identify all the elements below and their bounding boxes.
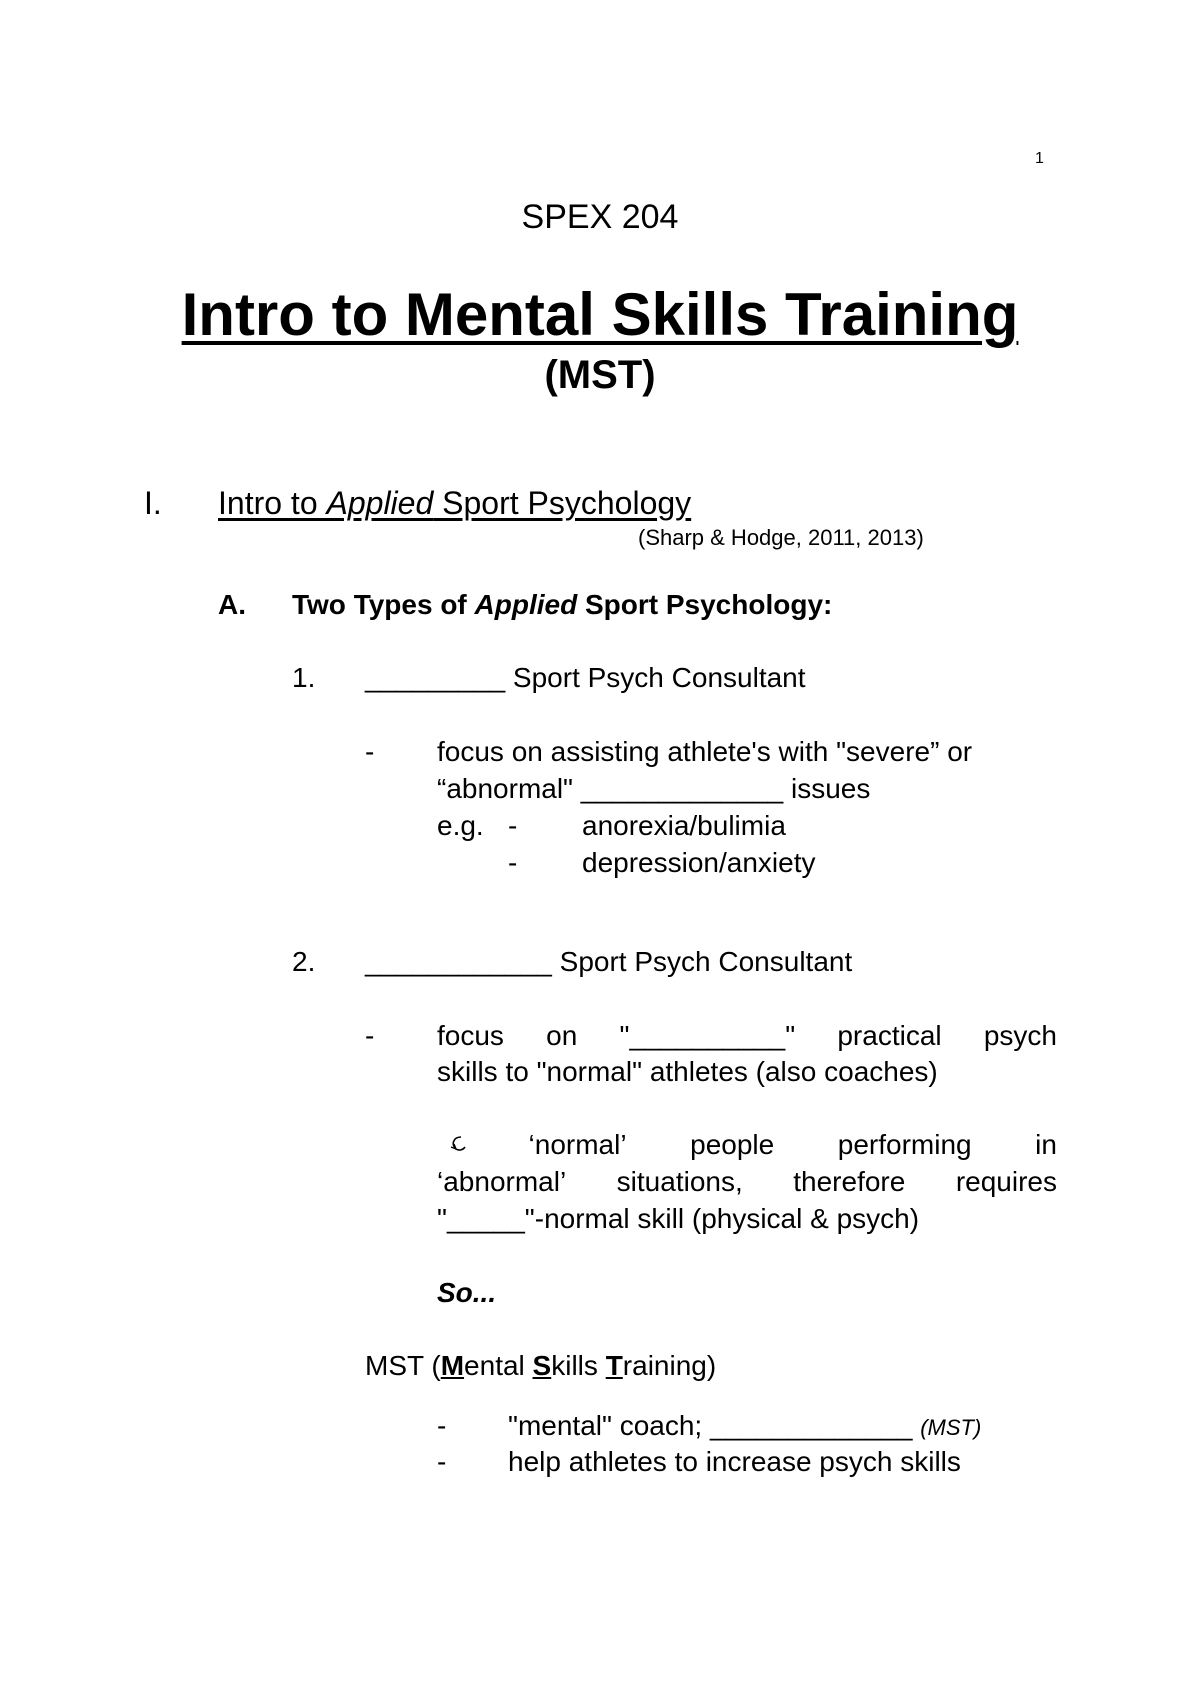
item2-dash: - xyxy=(365,1020,375,1051)
mst-bullet1 xyxy=(508,1410,981,1442)
section-heading-after: Sport Psychology xyxy=(433,485,692,521)
mst-bullet2-dash: - xyxy=(437,1446,447,1477)
item2-note-line3: "_____"-normal skill (physical & psych) xyxy=(437,1203,920,1234)
item1-dash: - xyxy=(365,736,375,767)
item2-line1-word: practical xyxy=(837,1020,942,1051)
mst-line xyxy=(365,1350,716,1382)
section-numeral: I. xyxy=(144,485,162,521)
note-word: requires xyxy=(955,1166,1057,1197)
mst-bullet1-dash: - xyxy=(437,1410,447,1441)
mst-s-letter: S xyxy=(532,1350,552,1381)
mst-bullet1-text: "mental" coach; _____________ xyxy=(508,1410,913,1441)
item2-line1 xyxy=(437,1020,1057,1052)
mst-m-rest: ental xyxy=(464,1350,533,1381)
subsection-heading-before: Two Types of xyxy=(292,589,475,620)
note-word: ‘normal’ xyxy=(528,1129,627,1160)
subsection-heading-after: Sport Psychology: xyxy=(577,589,833,620)
item2-number: 2. xyxy=(292,946,316,977)
note-word: in xyxy=(1035,1129,1057,1160)
mst-bullet1-note: (MST) xyxy=(920,1415,982,1440)
course-code: SPEX 204 xyxy=(521,198,679,236)
item1-example2: depression/anxiety xyxy=(582,847,816,878)
so-text: So... xyxy=(437,1277,497,1308)
mst-t-letter: T xyxy=(605,1350,623,1381)
item2-text: ____________ Sport Psych Consultant xyxy=(365,946,853,977)
page-subtitle: (MST) xyxy=(544,353,656,397)
mst-s-rest: kills xyxy=(551,1350,606,1381)
item1-line2: “abnormal" _____________ issues xyxy=(437,773,871,804)
note-word: people xyxy=(690,1129,775,1160)
item2-line1-word: "__________" xyxy=(619,1020,796,1051)
section-heading xyxy=(218,485,691,522)
mst-bullet2-text: help athletes to increase psych skills xyxy=(508,1446,961,1477)
citation: (Sharp & Hodge, 2011, 2013) xyxy=(638,525,924,550)
item2-line2: skills to "normal" athletes (also coaches) xyxy=(437,1056,938,1087)
item2-note-line2 xyxy=(437,1166,1057,1198)
mst-label: MST xyxy=(365,1350,424,1381)
note-word: situations, xyxy=(616,1166,743,1197)
mst-open: ( xyxy=(431,1350,441,1381)
mst-t-rest: raining) xyxy=(622,1350,717,1381)
section-heading-italic: Applied xyxy=(326,485,434,521)
item1-line1: focus on assisting athlete's with "severe” or xyxy=(437,736,973,767)
subsection-heading xyxy=(292,589,832,621)
item1-number: 1. xyxy=(292,662,316,693)
item1-eg-label: e.g. xyxy=(437,810,484,841)
note-word: performing xyxy=(837,1129,972,1160)
mst-m-letter: M xyxy=(440,1350,465,1381)
page-number: 1 xyxy=(1035,150,1044,167)
subsection-letter: A. xyxy=(218,589,246,620)
page-title: Intro to Mental Skills Training xyxy=(181,281,1019,348)
item2-line1-word: focus xyxy=(437,1020,504,1051)
item2-line1-word: on xyxy=(546,1020,578,1051)
item1-example2-dash: - xyxy=(508,847,518,878)
subsection-heading-italic: Applied xyxy=(474,589,578,620)
item1-text: _________ Sport Psych Consultant xyxy=(365,662,806,693)
section-heading-before: Intro to xyxy=(218,485,327,521)
item1-eg-dash: - xyxy=(508,810,518,841)
item2-line1-word: psych xyxy=(983,1020,1057,1051)
note-word: ‘abnormal’ xyxy=(437,1166,567,1197)
item1-example1: anorexia/bulimia xyxy=(582,810,786,841)
item2-note-line1 xyxy=(437,1129,1057,1161)
note-word: therefore xyxy=(793,1166,906,1197)
